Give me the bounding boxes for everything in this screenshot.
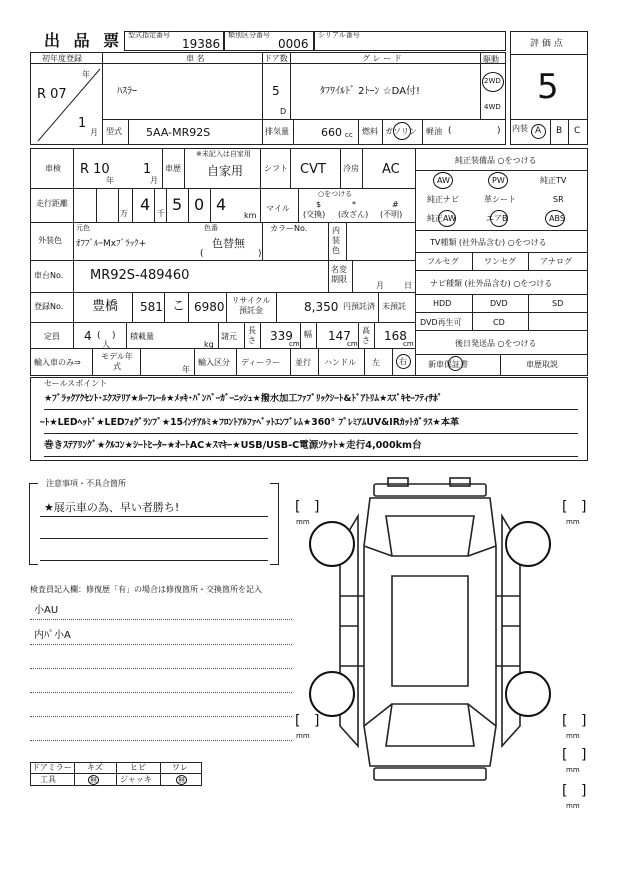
door-value: 5 [272, 84, 280, 98]
shaken-era: R 10 [80, 162, 110, 177]
bracket-rl-open: [ [295, 713, 301, 729]
width-label: 幅 [304, 330, 312, 339]
recycle-label: リサイクル預託金 [231, 296, 271, 315]
mileage-digit-3: 4 [140, 195, 151, 214]
notes-label: 注意事項・不具合箇所 [46, 479, 126, 488]
height-label: 高さ [362, 326, 370, 345]
history-value: 自家用 [207, 164, 244, 178]
chassis-value: MR92S-489460 [90, 268, 190, 283]
equip-genuine-aw: 純正AW [427, 214, 456, 223]
bracket-fl-open: [ [295, 499, 301, 515]
tools-h-scratch: キズ [87, 763, 103, 772]
navi-sd: SD [552, 299, 564, 308]
dvd-label: DVD再生可 [420, 318, 462, 327]
car-name-value: ﾊｽﾗｰ [117, 86, 137, 97]
displacement-value: 660 [321, 126, 342, 139]
tv-full: フルセグ [427, 257, 459, 266]
tools-h-break: ワレ [172, 763, 188, 772]
rating-label: 評 価 点 [530, 39, 563, 49]
sales-line-1: ★ﾌﾞﾗｯｸｱｸｾﾝﾄ･ｴｸｽﾃﾘｱ★ﾙｰﾌﾚｰﾙ★ﾒｯｷ･ﾊﾞﾝﾊﾟｰｶﾞｰﾆｯｼｭ★撥水加工ﾌｧﾌﾞﾘｯｸｼｰﾄ&ﾄﾞｱﾄﾘﾑ★ｽｽﾞｷｾｰﾌﾃｨｻﾎﾟ [44, 393, 443, 404]
bracket-rr-close: ] [581, 713, 587, 729]
tamper-label: (改ざん) [338, 210, 369, 219]
tools-h-crack: ヒビ [130, 763, 146, 772]
serial-label: シリアル番号 [318, 31, 360, 39]
equip-airbag: エアB [486, 214, 508, 223]
door-label: ドア数 [264, 54, 288, 63]
model-label: 型式 [106, 127, 122, 136]
mileage-label: 走行距離 [36, 199, 68, 208]
handle-left: 左 [372, 358, 380, 367]
category-value: 0006 [278, 37, 309, 51]
tools-h-mirror: ドアミラー [32, 763, 72, 772]
ac-label: 冷房 [343, 164, 359, 173]
fuel-diesel: 軽油 [426, 127, 442, 136]
mileage-digit-5: 0 [194, 195, 205, 214]
first-reg-label: 初年度登録 [42, 54, 82, 63]
model-value: 5AA-MR92S [146, 126, 211, 139]
color-change: 色替無 [212, 237, 245, 250]
tv-analog: アナログ [540, 257, 572, 266]
bracket-bottom-close: ] [581, 783, 587, 799]
navi-hdd: HDD [433, 299, 452, 308]
equip-leather: 革シート [484, 195, 516, 204]
later-manual: 車歴取説 [526, 360, 558, 369]
navi-dvd: DVD [490, 299, 508, 308]
interior-b: B [556, 126, 563, 136]
type-cert-label: 型式指定番号 [128, 31, 170, 39]
later-warranty: 新車保証書 [428, 360, 468, 369]
shaken-label: 車検 [45, 164, 61, 173]
equip-aw: AW [437, 176, 450, 185]
shift-value: CVT [300, 162, 326, 177]
handle-label: ハンドル [324, 358, 356, 367]
bracket-fl-close: ] [314, 499, 320, 515]
displacement-label: 排気量 [265, 127, 289, 136]
equip-abs: ABS [549, 214, 565, 223]
import-label: 輸入車のみ⇒ [34, 358, 81, 367]
exch-label: (交換) [303, 210, 326, 219]
interior-label: 内装 [512, 124, 528, 133]
load-label: 積載量 [130, 332, 154, 341]
recycle-status: 円預託済 [343, 302, 375, 311]
interior-c: C [574, 126, 581, 136]
type-cert-value: 19386 [182, 37, 221, 51]
interior-color-label: 内装色 [332, 226, 340, 255]
shift-label: シフト [264, 164, 288, 173]
color-value: ｵﾌﾌﾞﾙｰMxﾌﾞﾗｯｸ+ [76, 239, 147, 249]
history-note: ※未記入は自家用 [196, 150, 251, 158]
shaken-month: 1 [143, 162, 152, 177]
form-title: 出 品 票 [44, 31, 124, 50]
tools-jack-label: ジャッキ [120, 775, 152, 784]
category-label: 類別区分番号 [228, 31, 270, 39]
recycle-value: 8,350 [304, 300, 339, 314]
notes-bracket-left [29, 483, 38, 565]
tv-label: TV種類 (社外品含む) ○をつける [430, 238, 547, 247]
tools-tool-value: 無 [90, 776, 97, 784]
drive-4wd: 4WD [484, 103, 501, 111]
length-label: 長さ [248, 326, 256, 345]
dealer-label: ディーラー [241, 358, 281, 367]
handle-right: 右 [399, 357, 407, 366]
grade-value: ﾀﾌﾜｲﾙﾄﾞ 2ﾄｰﾝ ☆DA付! [320, 86, 421, 97]
parallel-label: 並行 [295, 358, 311, 367]
color-no-label: 色番 [204, 224, 218, 232]
tv-one: ワンセグ [484, 257, 516, 266]
grade-label: グ レ ー ド [362, 54, 402, 63]
first-reg-era: R 07 [37, 87, 67, 102]
first-reg-month: 1 [78, 116, 87, 131]
mile-label: マイル [266, 204, 290, 213]
reg-kana: こ [172, 299, 186, 314]
door-suffix: D [280, 107, 287, 116]
capacity-value: 4 [84, 329, 92, 343]
bracket-rl-close: ] [314, 713, 320, 729]
inspector-label: 検査員記入欄：修復歴「有」の場合は修復箇所・交換箇所を記入 [30, 585, 262, 594]
cd-label: CD [493, 318, 505, 327]
inspector-line-a: 小AU [34, 605, 59, 616]
drive-2wd: 2WD [484, 77, 501, 85]
bracket-fr-open: [ [562, 499, 568, 515]
recycle-unpaid: 未預託 [382, 302, 406, 311]
ac-value: AC [382, 162, 400, 177]
name-change-label: 名変期限 [331, 265, 347, 284]
tools-tool-label: 工具 [40, 775, 56, 784]
bracket-side-close: ] [581, 747, 587, 763]
rating-value: 5 [537, 67, 559, 107]
sales-line-3: 巻きｽﾃｱﾘﾝｸﾞ★ｸﾙｺﾝ★ｼｰﾄﾋｰﾀｰ★ｵｰﾄAC★ｽﾏｷｰ★USB/USB-C電源ｿｹｯﾄ★走行4,000km台 [44, 440, 422, 451]
bracket-fr-close: ] [581, 499, 587, 515]
navi-label: ナビ種類 (社外品含む) ○をつける [430, 279, 553, 288]
mark-circle-note: ○をつける [318, 190, 353, 198]
chassis-label: 車台No. [34, 271, 64, 280]
capacity-label: 定員 [44, 332, 60, 341]
notes-bracket-right [270, 483, 279, 565]
fuel-gas: ガソリン [385, 127, 417, 136]
fuel-label: 燃料 [362, 127, 378, 136]
car-name-label: 車 名 [186, 54, 205, 63]
equip-pw: PW [492, 176, 505, 185]
reg-class: 581 [140, 300, 163, 314]
drive-label: 駆動 [483, 55, 499, 64]
notes-line-1: ★展示車の為、早い者勝ち! [44, 501, 180, 514]
reg-label: 登録No. [34, 302, 64, 311]
later-label: 後日発送品 ○をつける [455, 339, 537, 348]
import-class-label: 輸入区分 [198, 358, 230, 367]
unknown-label: (不明) [380, 210, 403, 219]
color-label: 外装色 [38, 236, 62, 245]
interior-a: A [535, 126, 542, 136]
color-code-label: カラーNo. [270, 224, 308, 233]
height-value: 168 [384, 329, 407, 343]
sales-line-2: ｰﾄ★LEDﾍｯﾄﾞ★LEDﾌｫｸﾞﾗﾝﾌﾟ★15ｲﾝﾁｱﾙﾐ★ﾌﾛﾝﾄｱﾙﾌｧﾍﾞｯﾄｴﾝﾌﾞﾚﾑ★360° ﾌﾟﾚﾐｱﾑUV&IRｶｯﾄｶﾞﾗｽ★本革 [40, 417, 460, 428]
reg-num: 6980 [194, 300, 225, 314]
car-damage-diagram [300, 476, 560, 786]
length-value: 339 [270, 329, 293, 343]
tools-jack-value: 無 [178, 776, 185, 784]
mileage-digit-4: 5 [172, 195, 183, 214]
dims-label: 諸元 [221, 332, 237, 341]
equip-navi: 純正ナビ [427, 195, 459, 204]
model-year-label: モデル年式 [101, 352, 133, 371]
bracket-rr-open: [ [562, 713, 568, 729]
inspector-line-b: 内ﾊﾟ小A [34, 630, 71, 641]
sales-label: セールスポイント [44, 379, 108, 388]
equip-sr: SR [553, 195, 564, 204]
mileage-digit-6: 4 [216, 195, 227, 214]
reg-area: 豊橋 [92, 299, 119, 314]
history-label: 車歴 [165, 164, 181, 173]
genuine-label: 純正装備品 ○をつける [455, 156, 537, 165]
equip-tv: 純正TV [540, 176, 567, 185]
width-value: 147 [328, 329, 351, 343]
orig-color-label: 元色 [76, 224, 90, 232]
bracket-side-open: [ [562, 747, 568, 763]
bracket-bottom-open: [ [562, 783, 568, 799]
